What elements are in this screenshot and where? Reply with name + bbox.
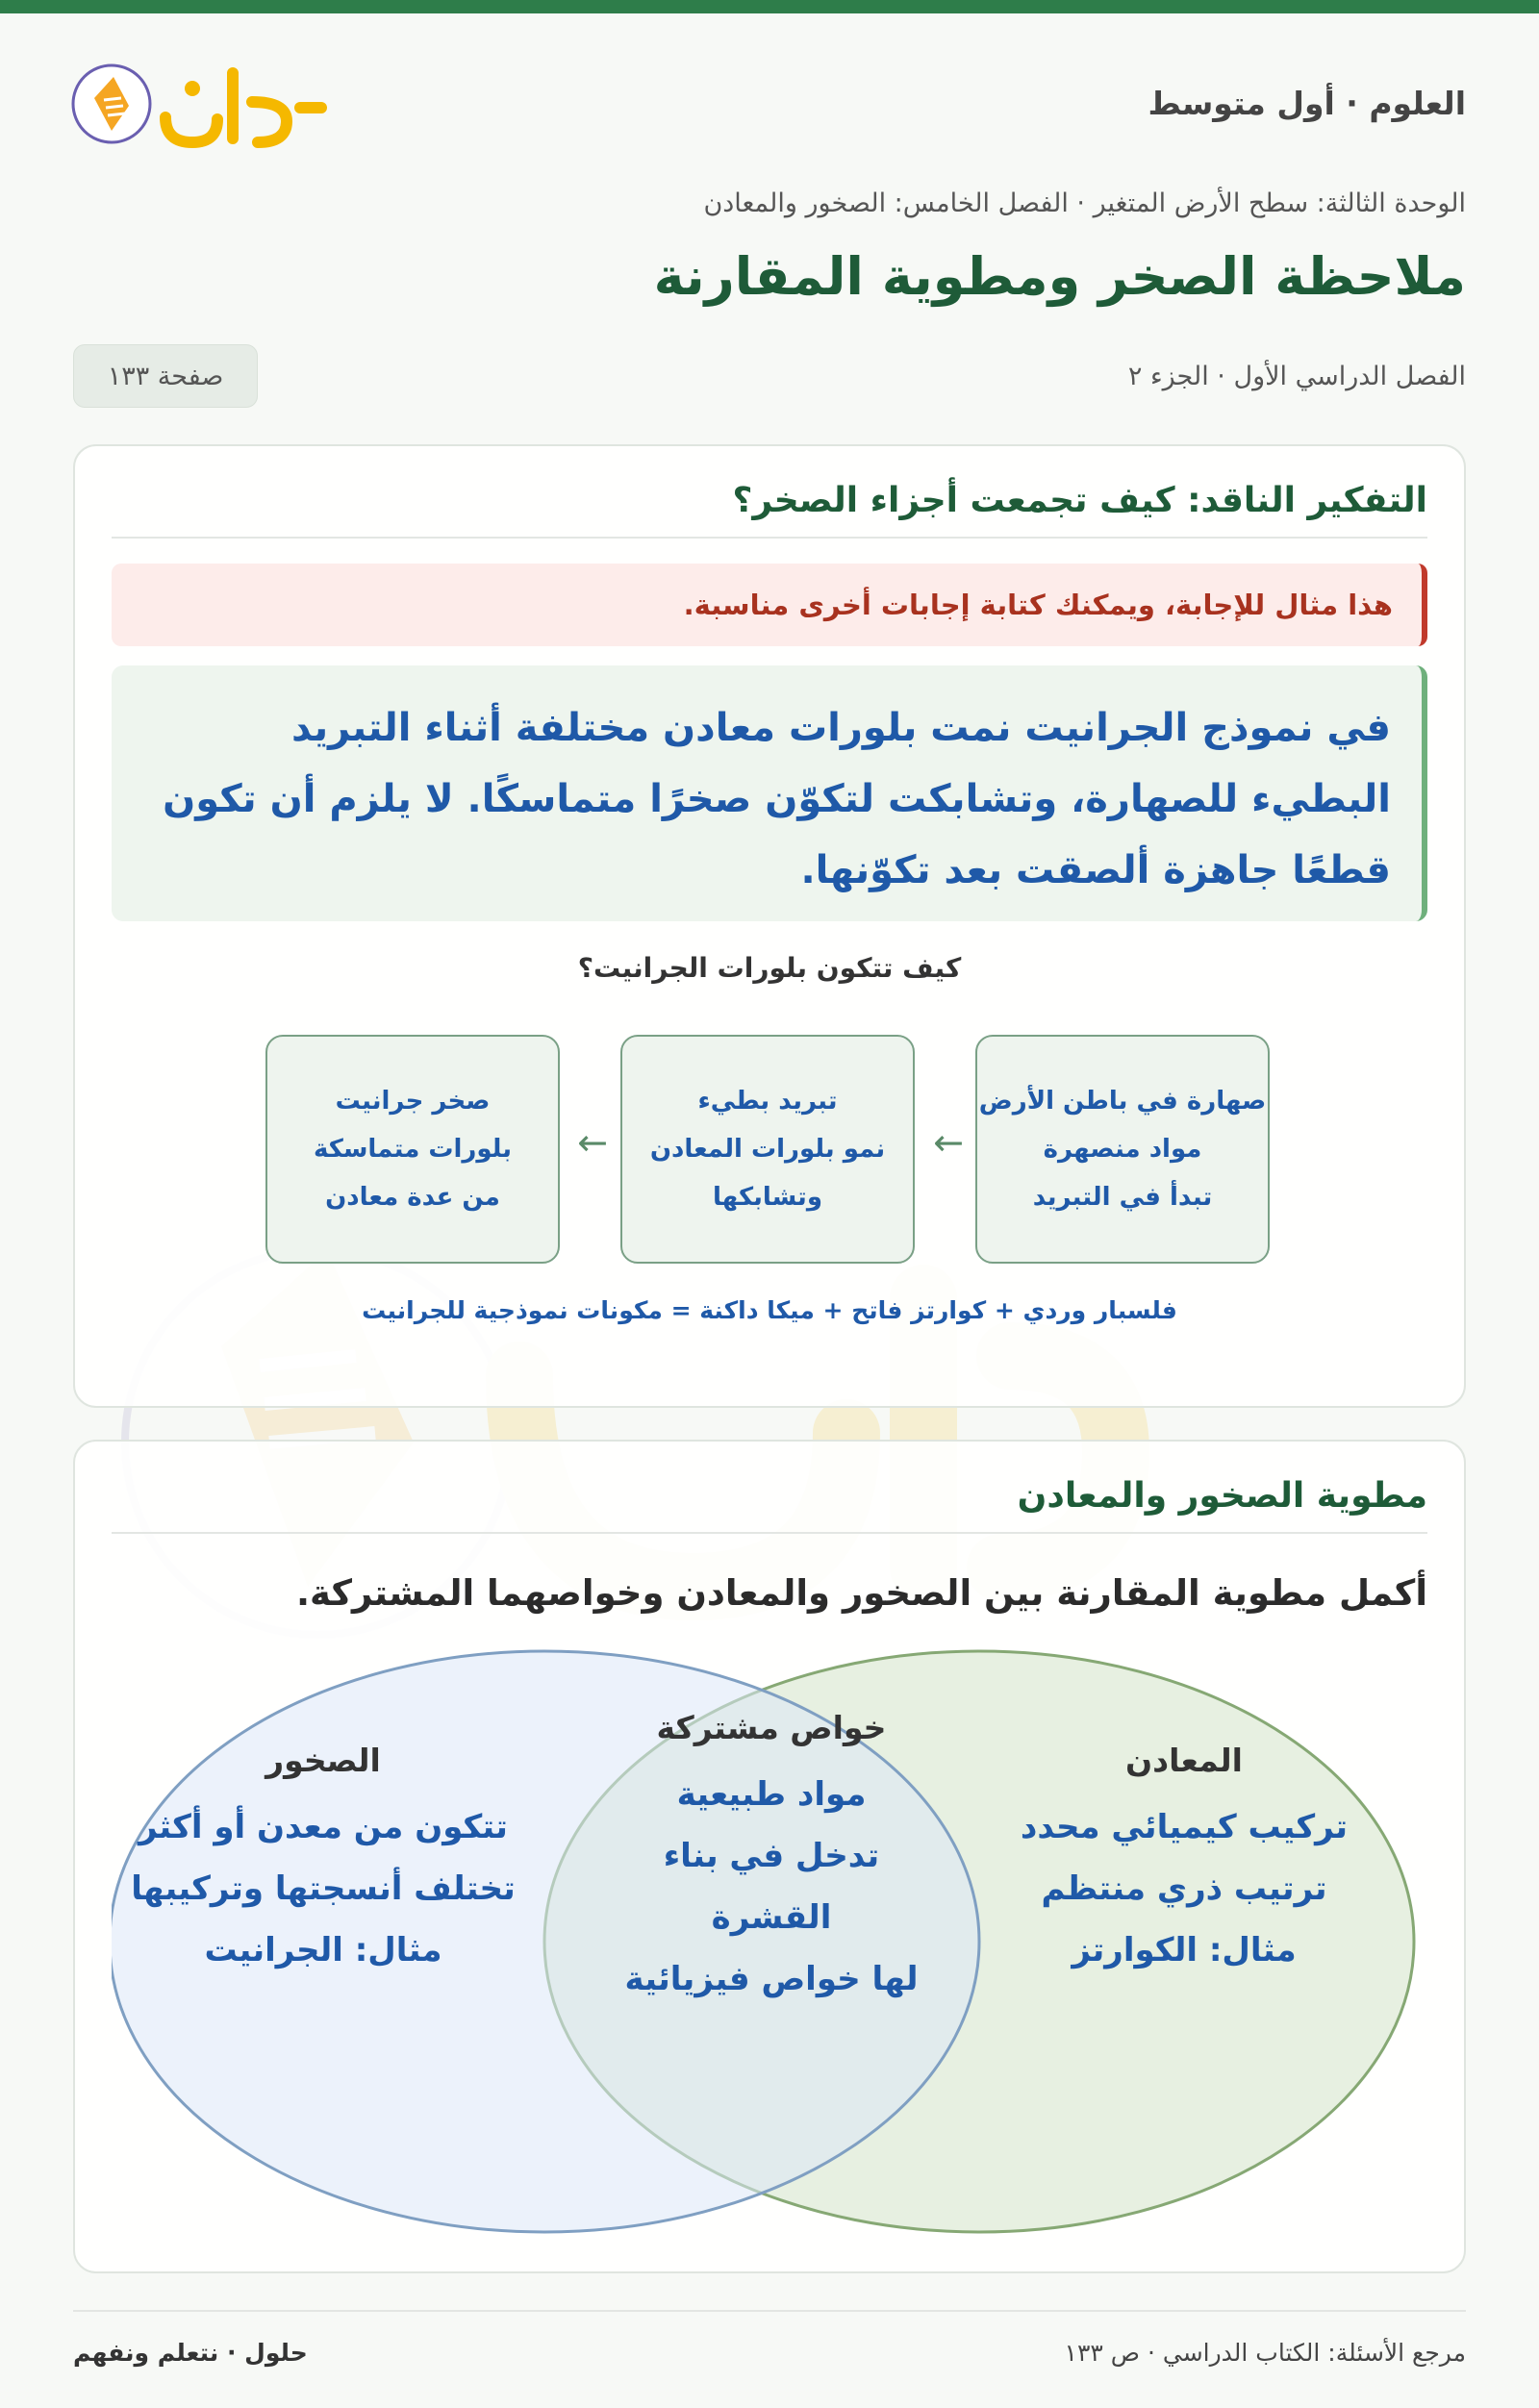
flow-step-magma	[975, 1035, 1270, 1264]
brand-logo[interactable]	[69, 50, 329, 156]
arrow-left-icon: ←	[577, 1121, 608, 1164]
foldable-card	[73, 1440, 1466, 2273]
page-title: ملاحظة الصخر ومطوية المقارنة	[653, 246, 1466, 307]
critical-thinking-title: التفكير الناقد: كيف تجمعت أجزاء الصخر؟	[732, 481, 1427, 520]
venn-rocks-line: تختلف أنسجتها وتركيبها	[131, 1869, 516, 1908]
flow-step-line: نمو بلورات المعادن	[649, 1135, 886, 1164]
flow-step-line: صهارة في باطن الأرض	[978, 1087, 1267, 1116]
flow-step-line: تبدأ في التبريد	[1032, 1183, 1213, 1212]
critical-thinking-card	[73, 444, 1466, 1408]
venn-minerals	[997, 1742, 1372, 1981]
venn-rocks-head: الصخور	[265, 1742, 381, 1779]
flow-step-line: وتشابكها	[713, 1183, 822, 1212]
subject-label: العلوم · أول متوسط	[1148, 85, 1466, 122]
foldable-title: مطوية الصخور والمعادن	[1017, 1476, 1427, 1516]
divider	[112, 1532, 1427, 1534]
arrow-left-icon: ←	[933, 1121, 964, 1164]
venn-shared-head: خواص مشتركة	[656, 1709, 887, 1746]
venn-rocks-line: تتكون من معدن أو أكثر	[139, 1808, 508, 1846]
footer-slogan: حلول · نتعلم ونفهم	[73, 2339, 308, 2367]
footer-divider	[73, 2310, 1466, 2312]
venn-minerals-head: المعادن	[1125, 1742, 1243, 1779]
top-accent-bar	[0, 0, 1539, 13]
granite-formula: فلسبار وردي + كوارتز فاتح + ميكا داكنة = مكونات نموذجية للجرانيت	[362, 1296, 1177, 1324]
divider	[112, 537, 1427, 539]
flow-step-line: تبريد بطيء	[697, 1087, 838, 1116]
sample-answer-notice: هذا مثال للإجابة، ويمكنك كتابة إجابات أخرى مناسبة.	[112, 564, 1427, 646]
venn-shared-line: تدخل في بناء	[663, 1837, 880, 1875]
venn-minerals-line: تركيب كيميائي محدد	[1020, 1808, 1349, 1846]
venn-rocks	[131, 1742, 516, 1981]
foldable-instruction: أكمل مطوية المقارنة بين الصخور والمعادن وخواصهما المشتركة.	[295, 1572, 1427, 1614]
flow-step-line: بلورات متماسكة	[313, 1135, 513, 1164]
venn-shared-line: مواد طبيعية	[676, 1775, 867, 1814]
flow-step-line: صخر جرانيت	[335, 1087, 491, 1116]
flow-step-line: من عدة معادن	[325, 1183, 500, 1212]
flow-step-granite	[265, 1035, 560, 1264]
venn-shared	[589, 1709, 954, 2010]
venn-rocks-line: مثال: الجرانيت	[204, 1931, 442, 1969]
breadcrumb: الوحدة الثالثة: سطح الأرض المتغير · الفصل الخامس: الصخور والمعادن	[703, 188, 1466, 218]
flow-step-cooling	[620, 1035, 915, 1264]
page-number-badge: صفحة ١٣٣	[73, 344, 258, 408]
venn-shared-line: لها خواص فيزيائية	[624, 1960, 919, 1998]
flow-step-line: مواد منصهرة	[1043, 1135, 1202, 1164]
answer-text: في نموذج الجرانيت نمت بلورات معادن مختلفة أثناء التبريد البطيء للصهارة، وتشابكت لتكوّن صخرًا متماسكًا. لا يلزم أن تكون قطعًا جاهزة ألصقت بعد تكوّنها.	[112, 665, 1427, 921]
venn-diagram	[112, 1645, 1431, 2238]
semester-label: الفصل الدراسي الأول · الجزء ٢	[1127, 362, 1466, 391]
venn-shared-line: القشرة	[711, 1898, 832, 1937]
venn-minerals-line: ترتيب ذري منتظم	[1041, 1869, 1327, 1908]
flow-title: كيف تتكون بلورات الجرانيت؟	[577, 952, 962, 984]
venn-minerals-line: مثال: الكوارتز	[1072, 1931, 1297, 1969]
footer-reference: مرجع الأسئلة: الكتاب الدراسي · ص ١٣٣	[1064, 2339, 1466, 2367]
